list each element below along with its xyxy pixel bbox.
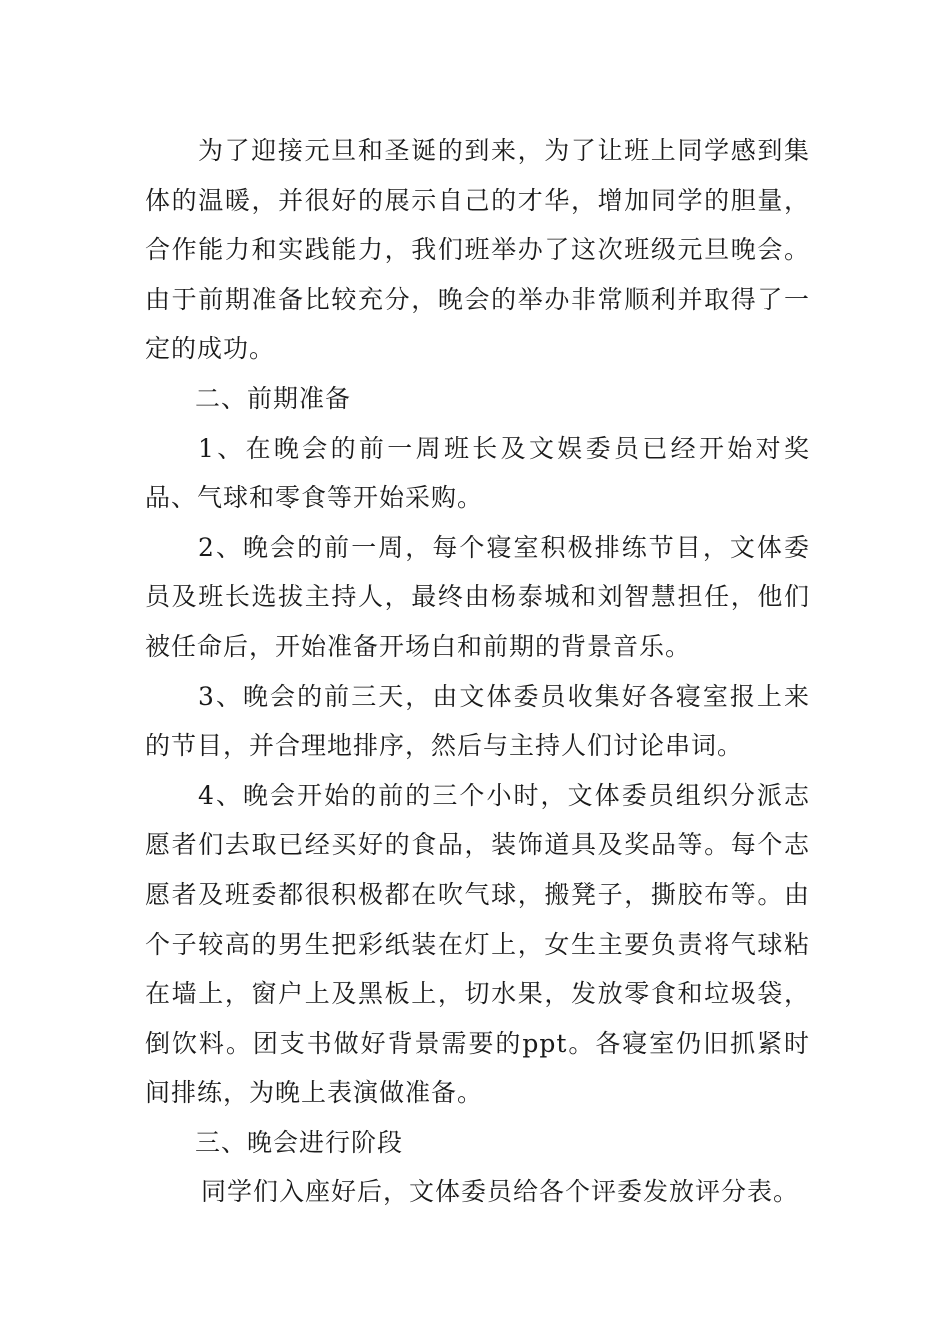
section-heading-party: 三、晚会进行阶段 (195, 1127, 404, 1157)
intro-paragraph: 为了迎接元旦和圣诞的到来，为了让班上同学感到集体的温暖，并很好的展示自己的才华，增加同学的胆量，合作能力和实践能力，我们班举办了这次班级元旦晚会。由于前期准备比较充分，晚会的举办非常顺利并取得了一定的成功。 (145, 136, 810, 364)
preparation-item-1: 1、在晚会的前一周班长及文娱委员已经开始对奖品、气球和零食等开始采购。 (145, 433, 810, 513)
preparation-item-2: 2、晚会的前一周，每个寝室积极排练节目，文体委员及班长选拔主持人，最终由杨泰城和刘智慧担任，他们被任命后，开始准备开场白和前期的背景音乐。 (145, 532, 810, 661)
section-heading-preparation: 二、前期准备 (195, 383, 352, 413)
party-paragraph: 同学们入座好后，文体委员给各个评委发放评分表。 (201, 1177, 800, 1207)
preparation-item-4: 4、晚会开始的前的三个小时，文体委员组织分派志愿者们去取已经买好的食品，装饰道具及奖品等。每个志愿者及班委都很积极都在吹气球，搬凳子，撕胶布等。由个子较高的男生把彩纸装在灯上，女生主要负责将气球粘在墙上，窗户上及黑板上，切水果，发放零食和垃圾袋，倒饮料。团支书做好背景需要的ppt。各寝室仍旧抓紧时间排练，为晚上表演做准备。 (145, 780, 810, 1108)
document-body (145, 126, 810, 1217)
preparation-item-3: 3、晚会的前三天，由文体委员收集好各寝室报上来的节目，并合理地排序，然后与主持人们讨论串词。 (145, 681, 810, 761)
